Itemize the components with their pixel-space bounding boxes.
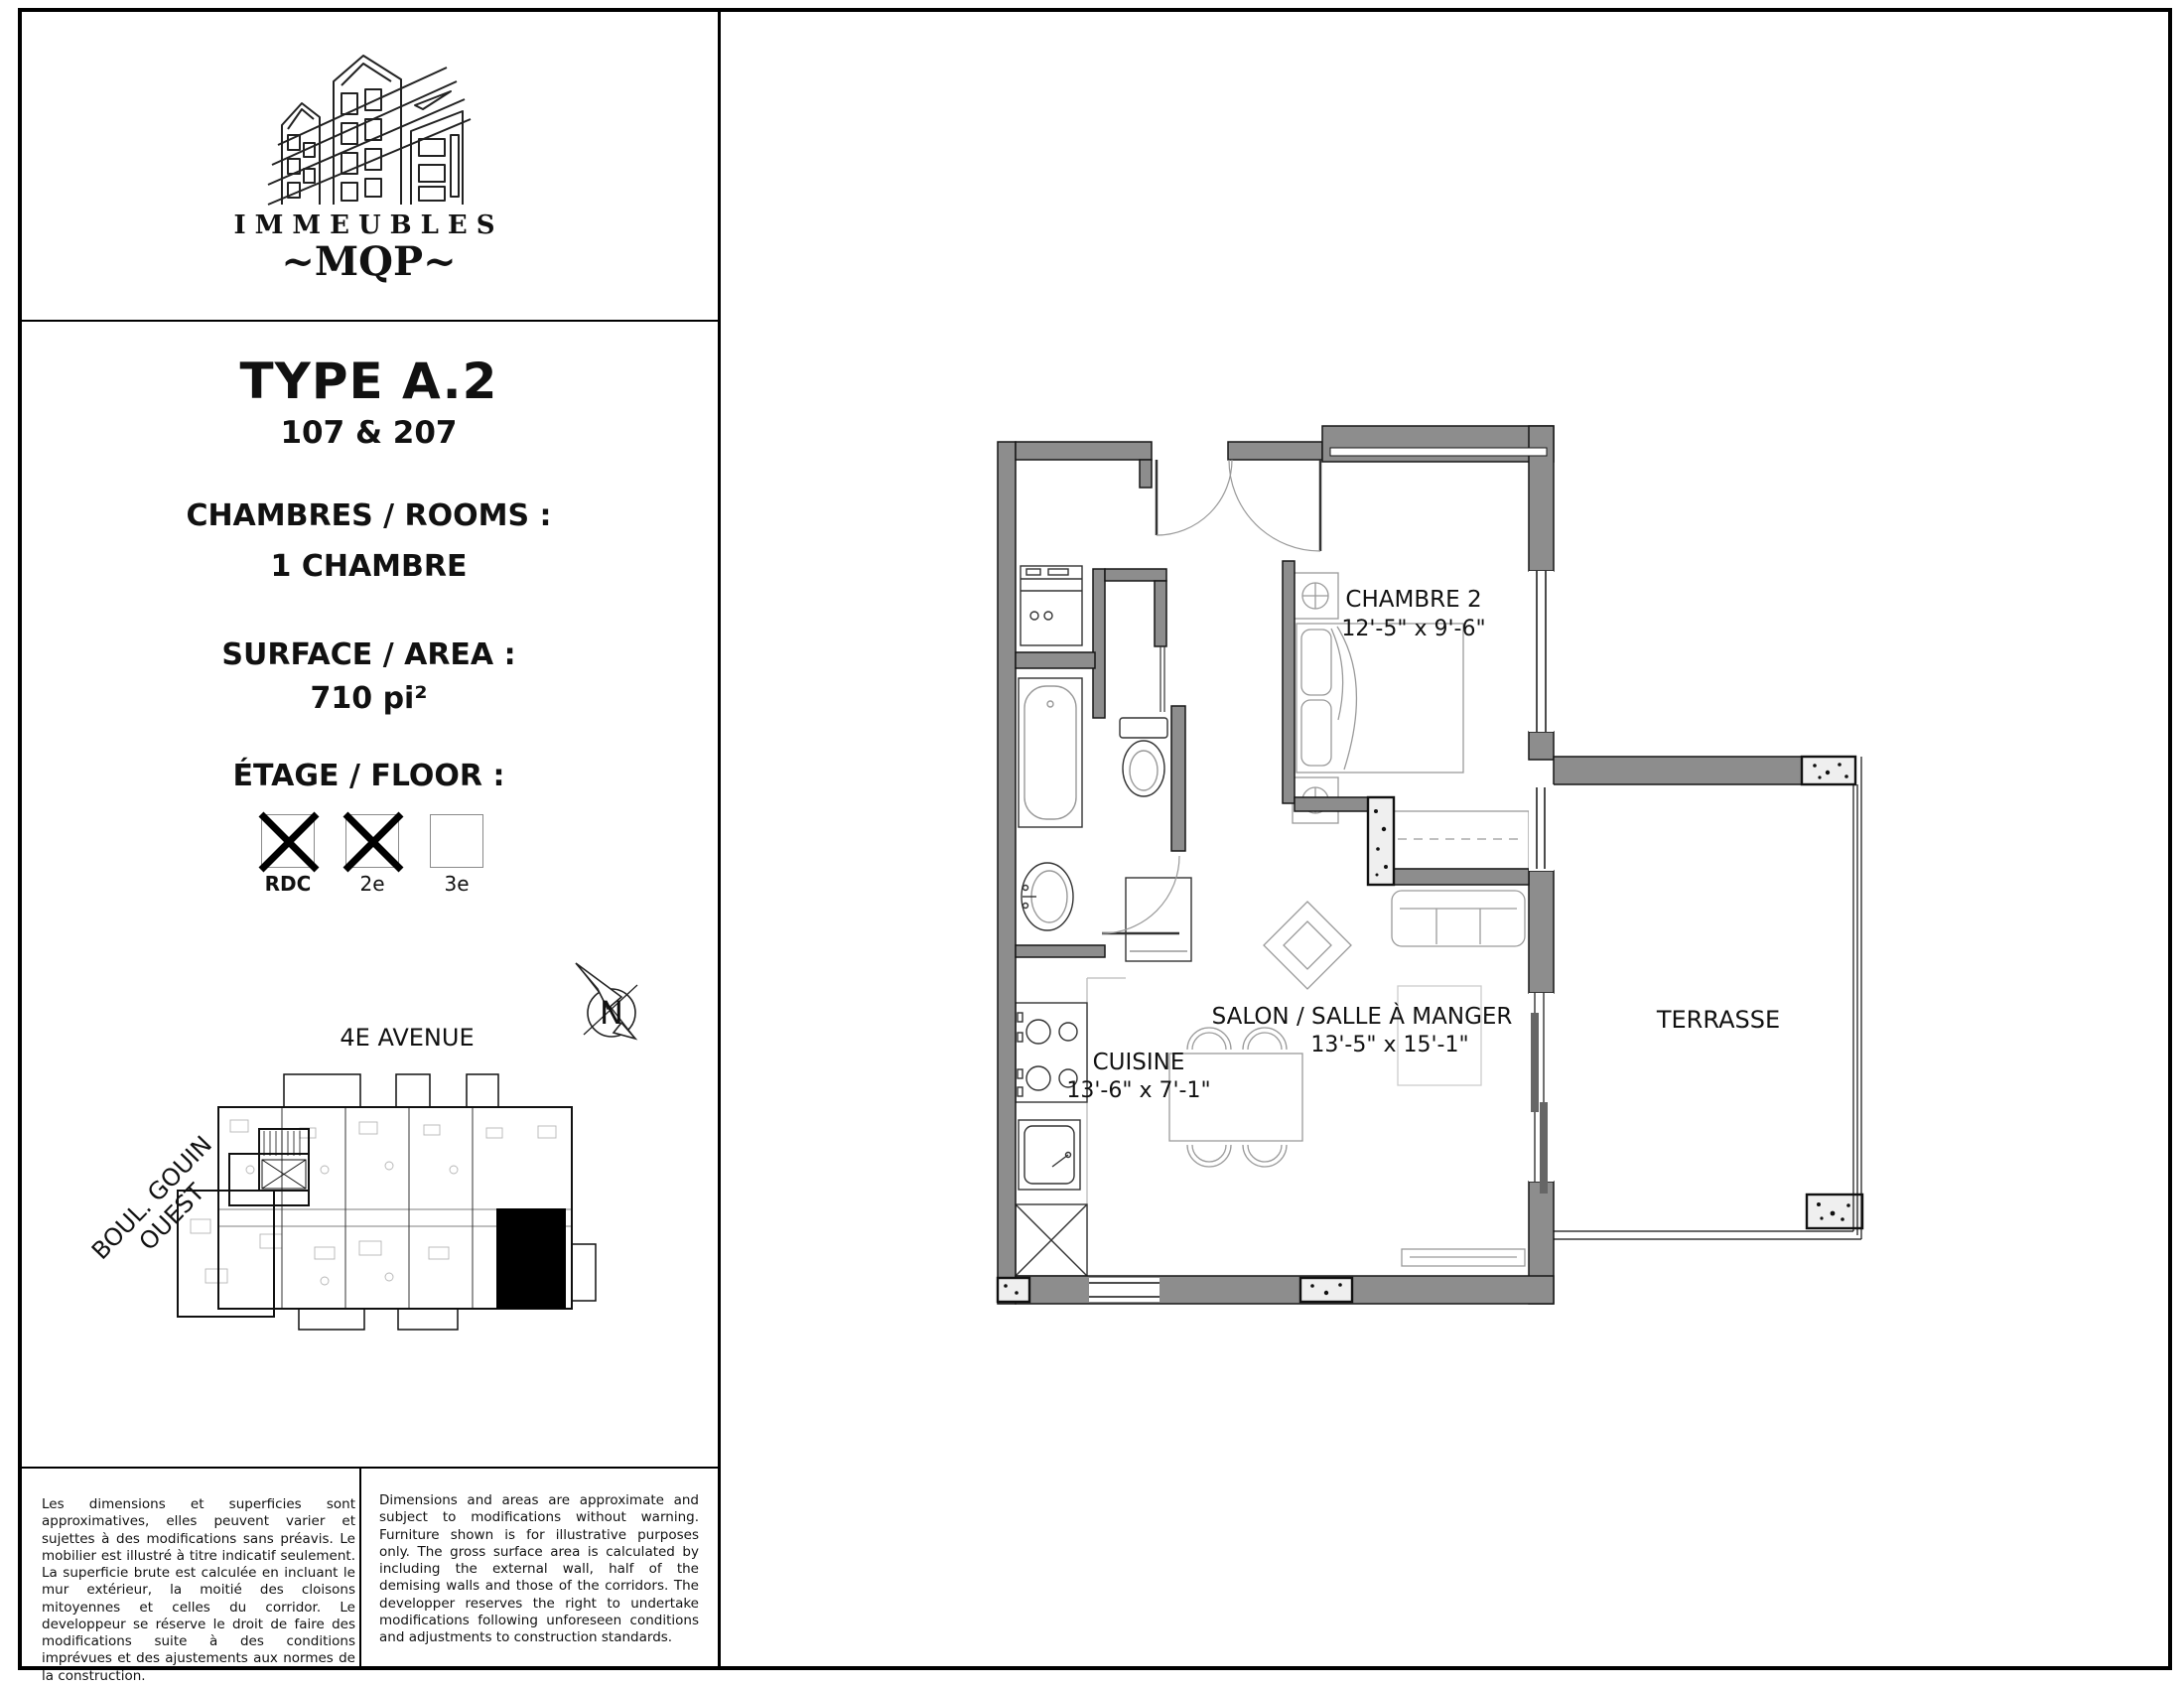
compass-n-label: N: [600, 994, 623, 1032]
room-label-chambre2: CHAMBRE 2: [1345, 587, 1482, 613]
room-label-terrasse: TERRASSE: [1656, 1006, 1781, 1034]
north-compass-icon: [566, 951, 655, 1047]
rooms-label: CHAMBRES / ROOMS :: [186, 498, 552, 533]
floor-label: ÉTAGE / FLOOR :: [232, 759, 505, 793]
highlighted-unit: [496, 1208, 566, 1309]
unit-numbers: 107 & 207: [280, 415, 458, 451]
checkbox-x-mark: [257, 810, 321, 874]
room-dims-cuisine: 13'-6" x 7'-1": [1066, 1078, 1211, 1103]
disclaimer-english: Dimensions and areas are approximate and subject to modifications without warning. Furniture shown is for illustrative purposes only. The gross surface area is calculated by including the external wall, half of the demising walls and those of the corridors. The developper reserves the right to undertake modifications following unforeseen conditions and adjustments to construction standards.: [379, 1492, 699, 1646]
floor-checkbox-3e: [430, 814, 483, 868]
floor-option-rdc: [261, 814, 315, 896]
brand-initials: ~MQP~: [281, 238, 457, 285]
room-label-cuisine: CUISINE: [1092, 1050, 1185, 1075]
floor-checkbox-group: [261, 814, 483, 896]
floor-option-label: 3e: [444, 872, 470, 896]
street-label-4e-avenue: 4E AVENUE: [340, 1024, 475, 1052]
room-dims-salon: 13'-5" x 15'-1": [1310, 1033, 1469, 1057]
street-label-gouin: BOUL. GOUIN OUEST: [85, 1130, 217, 1265]
disclaimer-french: Les dimensions et superficies sont approximatives, elles peuvent varier et sujettes à des modifications sans préavis. Le mobilier est illustré à titre indicatif seulement. La superficie brute est calculée en incluant le mur extérieur, la moitié des cloisons mitoyennes et celles du corridor. Le developpeur se réserve le droit de faire des modifications suite à des conditions imprévues et des ajustements aux normes de la construction.: [42, 1496, 355, 1684]
disclaimer-column-divider: [359, 1467, 361, 1666]
floor-option-3e: [430, 814, 483, 896]
brand-name: IMMEUBLES: [233, 211, 504, 240]
checkbox-x-mark: [341, 810, 405, 874]
unit-type-title: TYPE A.2: [239, 352, 498, 410]
logo-divider: [18, 320, 720, 322]
floor-option-2e: [345, 814, 399, 896]
disclaimer-divider: [18, 1467, 720, 1469]
floor-checkbox-rdc: [261, 814, 315, 868]
room-label-salon: SALON / SALLE À MANGER: [1211, 1004, 1513, 1030]
company-logo-icon: [260, 28, 478, 209]
floor-option-label: RDC: [264, 872, 312, 896]
site-key-plan: [62, 1070, 598, 1335]
unit-floor-plan: [993, 422, 1886, 1316]
area-label: SURFACE / AREA :: [221, 637, 516, 672]
floor-option-label: 2e: [359, 872, 385, 896]
room-dims-chambre2: 12'-5" x 9'-6": [1341, 617, 1486, 641]
floor-checkbox-2e: [345, 814, 399, 868]
area-value: 710 pi²: [310, 681, 428, 716]
rooms-value: 1 CHAMBRE: [270, 549, 468, 584]
